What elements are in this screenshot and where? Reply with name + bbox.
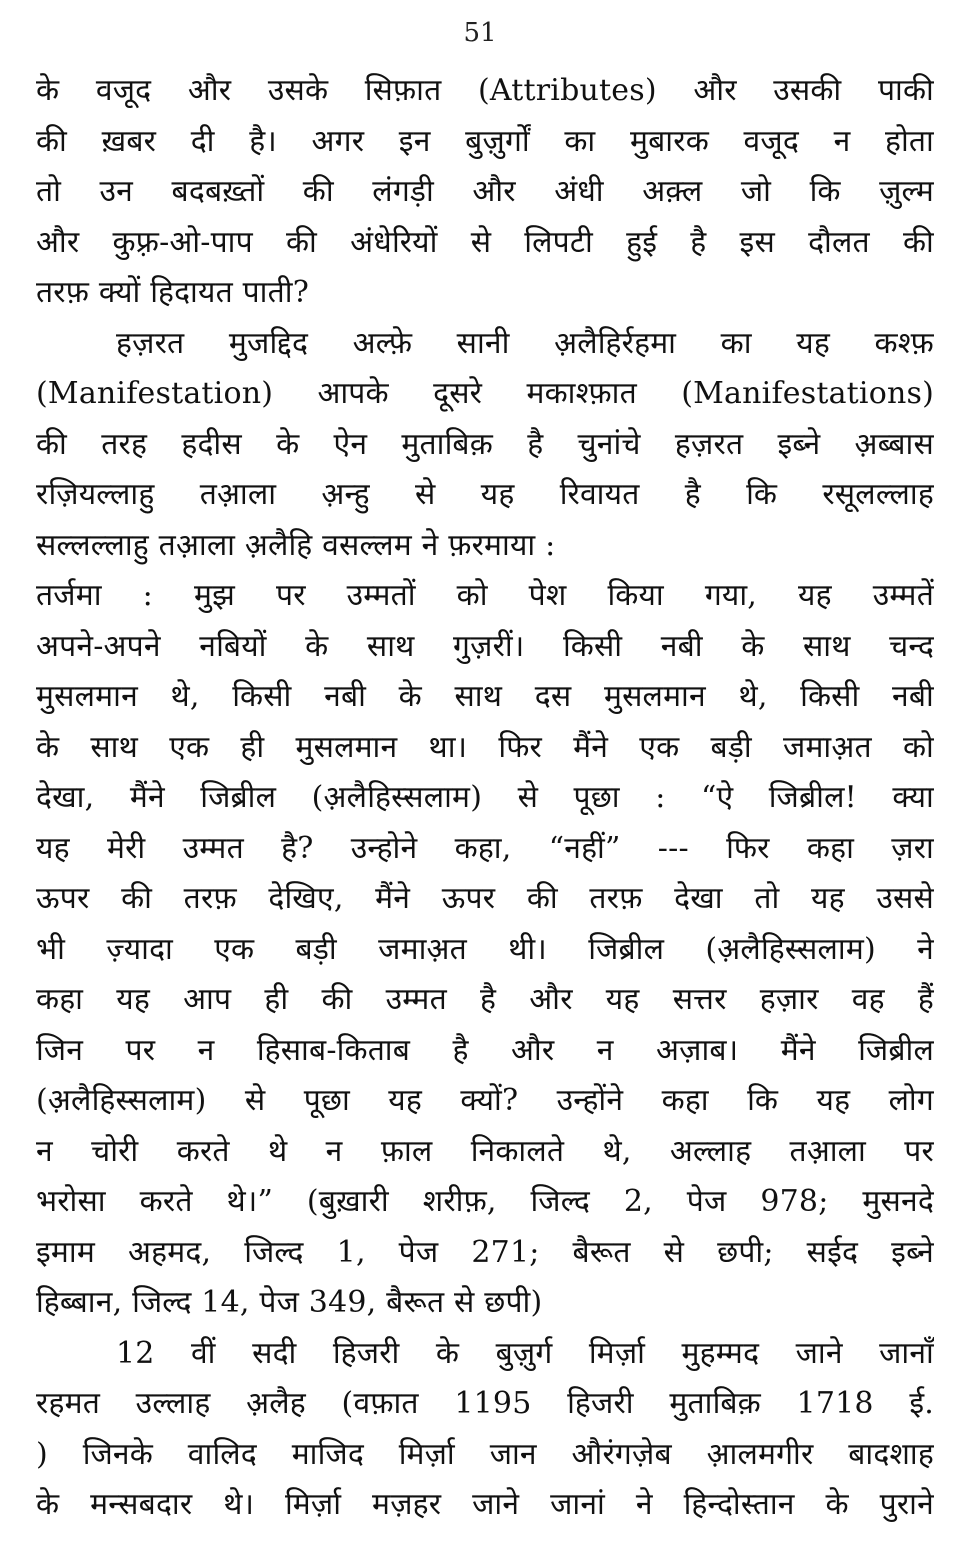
text-line: के साथ एक ही मुसलमान था। फिर मैंने एक बड़ी जमाअ़त को <box>36 729 934 765</box>
text-line: यह मेरी उम्मत है? उन्होने कहा, “नहीं” --- फिर कहा ज़रा <box>36 830 934 866</box>
text-line: तो उन बदबख़्तों की लंगड़ी और अंधी अक़्ल जो कि ज़ुल्म <box>36 174 934 209</box>
text-line: भी ज़्यादा एक बड़ी जमाअ़त थी। जिब्रील (अ़लैहिस्सलाम) ने <box>36 931 934 967</box>
text-line: अपने-अपने नबियों के साथ गुज़रीं। किसी नबी के साथ चन्द <box>36 628 934 664</box>
page-number: 51 <box>463 18 497 48</box>
text-line: की ख़बर दी है। अगर इन बुज़ुर्गों का मुबारक वजूद न होता <box>36 123 934 159</box>
text-line: 12 वीं सदी हिजरी के बुज़ुर्ग मिर्ज़ा मुहम्मद जाने जानाँ <box>116 1335 934 1371</box>
text-line: रहमत उल्लाह अ़लैह (वफ़ात 1195 हिजरी मुताबिक़ 1718 ई. <box>36 1386 934 1421</box>
text-line: की तरह हदीस के ऐन मुताबिक़ है चुनांचे हज़रत इब्ने अ़ब्बास <box>36 426 934 462</box>
text-line: हज़रत मुजद्दिद अल्फ़े सानी अ़लैहिर्रहमा का यह कश्फ़ <box>116 325 934 361</box>
text-line: इमाम अहमद, जिल्द 1, पेज 271; बैरूत से छपी; सईद इब्ने <box>36 1234 934 1270</box>
text-line: कहा यह आप ही की उम्मत है और यह सत्तर हज़ार वह हैं <box>36 982 934 1017</box>
text-line: (Manifestation) आपके दूसरे मकाश्फ़ात (Manifestations) <box>36 376 934 411</box>
text-line: रज़ियल्लाहु तआ़ला अ़न्हु से यह रिवायत है कि रसूलल्लाह <box>36 477 934 512</box>
text-line: मुसलमान थे, किसी नबी के साथ दस मुसलमान थे, किसी नबी <box>36 679 934 714</box>
body-text <box>36 66 934 1531</box>
text-line: ऊपर की तरफ़ देखिए, मैंने ऊपर की तरफ़ देखा तो यह उससे <box>36 881 934 916</box>
text-line: के वजूद और उसके सिफ़ात (Attributes) और उसकी पाकी <box>36 73 934 108</box>
text-line: ) जिनके वालिद माजिद मिर्ज़ा जान औरंगज़ेब आ़लमगीर बादशाह <box>36 1436 934 1472</box>
text-line: देखा, मैंने जिब्रील (अ़लैहिस्सलाम) से पूछा : “ऐ जिब्रील! क्या <box>36 780 934 815</box>
text-line: सल्लल्लाहु तआ़ला अ़लैहि वसल्लम ने फ़रमाया : <box>36 527 556 563</box>
text-line: जिन पर न हिसाब-किताब है और न अज़ाब। मैंने जिब्रील <box>36 1032 934 1068</box>
text-line: भरोसा करते थे।” (बुख़ारी शरीफ़, जिल्द 2, पेज 978; मुसनदे <box>36 1184 934 1219</box>
text-line: तर्जमा : मुझ पर उम्मतों को पेश किया गया, यह उम्मतें <box>36 578 934 613</box>
text-line: हिब्बान, जिल्द 14, पेज 349, बैरूत से छपी) <box>36 1285 543 1320</box>
text-line: न चोरी करते थे न फ़ाल निकालते थे, अल्लाह तआ़ला पर <box>36 1133 934 1169</box>
text-line: तरफ़ क्यों हिदायत पाती? <box>36 275 309 310</box>
text-line: (अ़लैहिस्सलाम) से पूछा यह क्यों? उन्होंने कहा कि यह लोग <box>36 1083 934 1118</box>
text-line: के मन्सबदार थे। मिर्ज़ा मज़हर जाने जानां ने हिन्दोस्तान के पुराने <box>36 1487 934 1522</box>
text-line: और कुफ़्र-ओ-पाप की अंधेरियों से लिपटी हुई है इस दौलत की <box>36 224 934 260</box>
